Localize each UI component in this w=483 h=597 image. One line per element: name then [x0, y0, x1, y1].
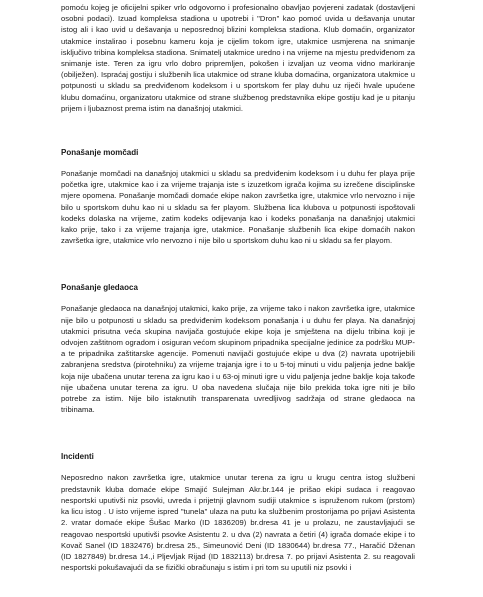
section-heading: Ponašanje gledaoca	[61, 283, 138, 293]
section-paragraph: Ponašanje gledaoca na današnjoj utakmici, kako prije, za vrijeme tako i nakon završetka igre, utakmice nije bilo u potpunosti u skladu sa predviđenim kodeksom ponašanja i u duhu fer playa. Na današnjoj utakmici prisutna veća skupina navijača gostujuće ekipe koja je smještena na dijelu tribina koji je odvojen zaštitnom ogradom i osiguran većom skupinom pripadnika specijalne jedinice za podršku MUP- a te pripadnika zaštitarske agencije. Pomenuti navijači gostujuće ekipe u dva (2) navrata upotrijebili zabranjena sredstva (pirotehniku) za vrijeme trajanja igre i to u 5-toj minuti u vidu paljenja jedne baklje koja nije ubačena unutar terena za igru kao i u 63-oj minuti igre u vidu paljenja jedne baklje koja takođe nije ubačena unutar terena za igru. U oba navedena slučaja nije bilo prekida toka igre niti je bilo potrebe za istim. Nije bilo istaknutih transparenata uvredljivog sadržaja od strane gledaoca na tribinama.	[61, 304, 415, 415]
section-paragraph: Neposredno nakon završetka igre, utakmice unutar terena za igru u krugu centra istog službeni predstavnik kluba domaće ekipe Smajić Sulejman Akr.br.144 je prišao ekipi sudaca i reagovao nesportski uputivši niz psovki, uvreda i prijetnji glavnom sudiji utakmice s ispruženom rukom (prstom) ka licu istog . U isto vrijeme ispred "tunela" ulaza na putu ka službenim prostorijama po prijavi Asistenta 2. vratar domaće ekipe Šušac Marko (ID 1836209) br.dresa 41 je u prolazu, ne zaustavljajući se reagovao nesportski uputivši psovke Asistentu 2. u dva (2) navrata a četiri (4) igrača domaće ekipe i to Kovač Sanel (ID 1832476) br.dresa 25., Simeunović Deni (ID 1830644) br.dresa 77., Haračić Dženan (ID 1827849) br.dresa 14.,i Pljevljak Rijad (ID 1832113) br.dresa 7. po prijavi Asistenta 2. su reagovali nesportski pokušavajući da se fizički obračunaju s istim i pri tom su uputili niz psovki i	[61, 473, 415, 573]
section-team-behavior	[61, 147, 415, 246]
section-paragraph: Ponašanje momčadi na današnjoj utakmici u skladu sa predviđenim kodeksom i u duhu fer playa prije početka igre, utakmice kao i za vrijeme trajanja iste s izuzetkom igrača kojima su izrečene disciplinske mjere opomena. Ponašanje momčadi domaće ekipe nakon završetka igre, utakmice vrlo nervozno i nije bilo u sportskom duhu kao ni u skladu sa fer playom. Službena lica klubova u potpunosti ispoštovali kodeks dolaska na vrijeme, zatim kodeks odijevanja kao i kodeks ponašanja na današnjoj utakmici kako prije, tako i za vrijeme trajanja igre, utakmice. Ponašanje službenih lica ekipe domaćih nakon završetka igre, utakmice vrlo nervozno i nije bilo u sportskom duhu kao ni u skladu sa fer playom.	[61, 169, 415, 246]
section-heading: Incidenti	[61, 452, 94, 462]
section-spectator-behavior	[61, 282, 415, 415]
intro-paragraph: pomoću kojeg je oficijelni spiker vrlo odgovorno i profesionalno obavljao povjereni zadatak (dostavljeni osobni podaci). Izuad kompleksa stadiona u upotrebi i "Dron" kao pomoć uvida u dešavanja unutar istog ali i kao uvid u dešavanja u neposrednoj blizini kompleksa stadiona. Klub domaćin, organizator utakmice instalirao i posebnu kameru koja je cijelim tokom igre, utakmice usmjerena na snimanje isključivo tribina kompleksa stadiona. Snimatelj utakmice uredno i na vrijeme na mjestu predviđenom za snimanje iste. Teren za igru vrlo dobro pripremljen, pokošen i izvaljan uz veoma vidno markiranje (obilježen). Ispraćaj gostiju i službenih lica utakmice od strane kluba domaćina, organizatora utakmice u potpunosti u skladu sa predviđenom kodeksom i u sportskom fer play duhu uz riječi hvale upućene klubu domaćinu, organizatoru utakmice od strane službenog predstavnika ekipe gostiju kad je u pitanju prijem i ljubaznost prema istim na današnjoj utakmici.	[61, 3, 415, 113]
section-incidents	[61, 451, 415, 573]
section-heading: Ponašanje momčadi	[61, 148, 139, 158]
